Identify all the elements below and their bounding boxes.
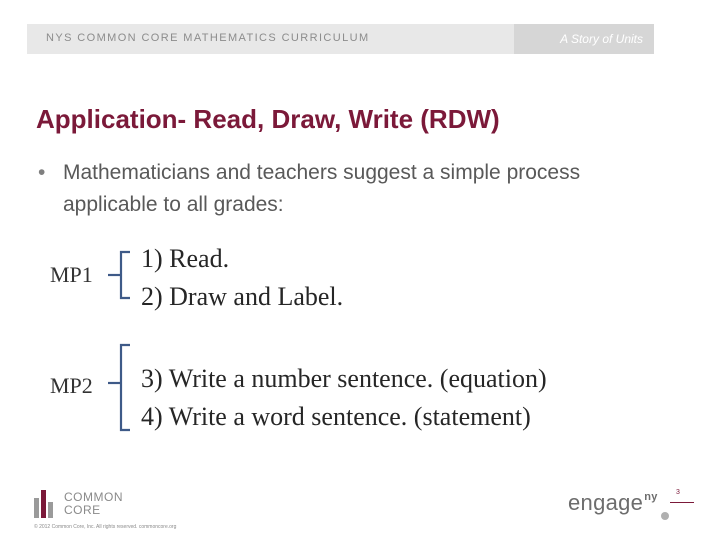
mp1-bracket xyxy=(108,252,130,298)
step-read: 1) Read. xyxy=(141,244,230,273)
slide-title: Application- Read, Draw, Write (RDW) xyxy=(36,104,500,134)
story-of-units-label: A Story of Units xyxy=(560,32,643,46)
bullet-icon: • xyxy=(38,161,46,184)
page-number-rule xyxy=(670,502,694,503)
ny-superscript: ny xyxy=(644,491,658,503)
bullet-text: Mathematicians and teachers suggest a simple process applicable to all grades: xyxy=(63,161,581,216)
logo-word-common: COMMON xyxy=(64,490,123,504)
mp2-bracket xyxy=(108,345,130,430)
common-core-mark-icon xyxy=(34,490,58,518)
engage-word: engage xyxy=(568,490,644,515)
mp1-label: MP1 xyxy=(50,262,93,287)
engageny-logo xyxy=(568,490,658,516)
curriculum-label: NYS COMMON CORE MATHEMATICS CURRICULUM xyxy=(46,32,370,44)
copyright-notice: © 2012 Common Core, Inc. All rights reserved. commoncore.org xyxy=(34,524,177,530)
page-number: 3 xyxy=(676,489,680,496)
mp2-label: MP2 xyxy=(50,373,93,398)
step-draw-label: 2) Draw and Label. xyxy=(141,282,344,311)
logo-word-core: CORE xyxy=(64,503,101,517)
engage-dot-icon xyxy=(661,512,669,520)
step-number-sentence: 3) Write a number sentence. (equation) xyxy=(141,364,547,393)
step-word-sentence: 4) Write a word sentence. (statement) xyxy=(141,402,531,431)
